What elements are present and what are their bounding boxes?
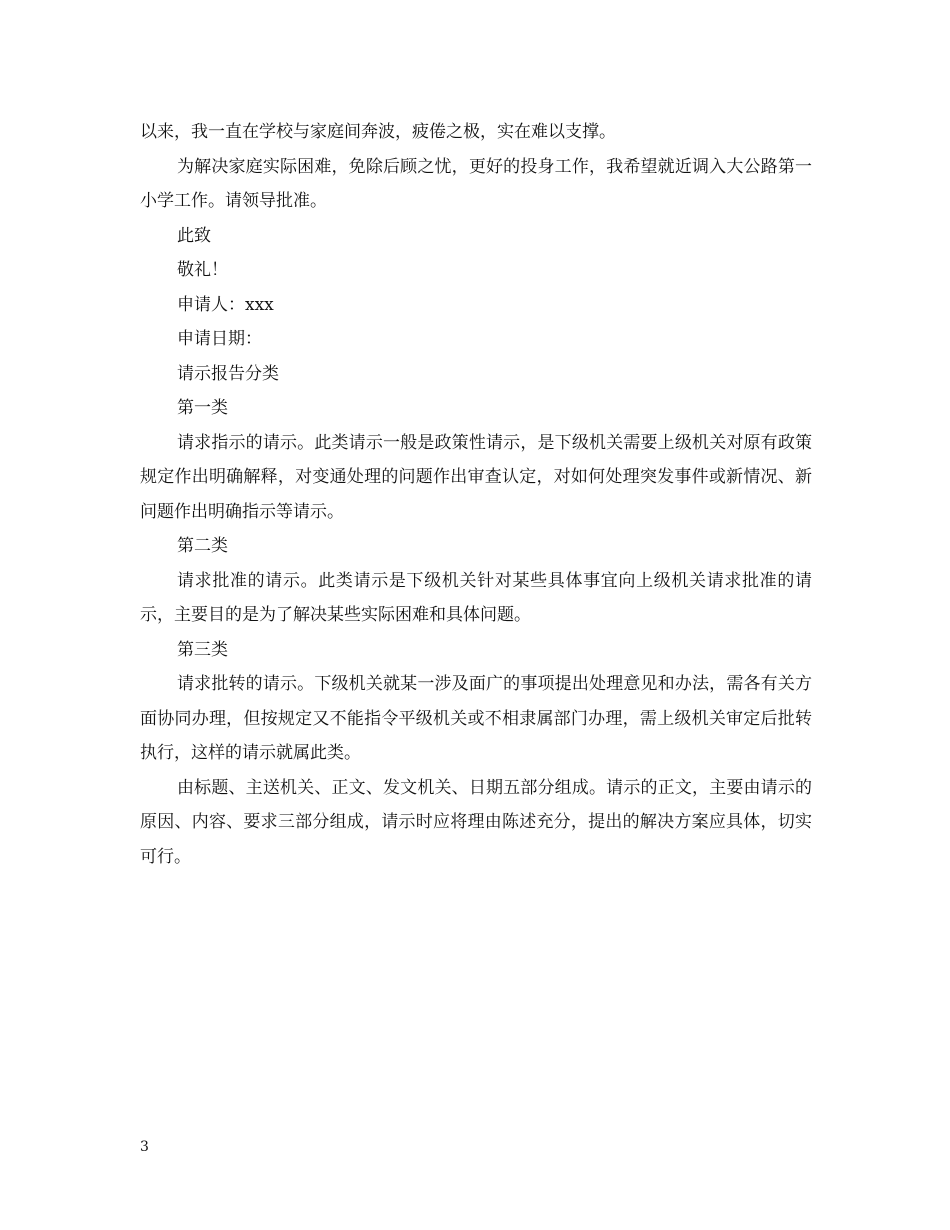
closing-regards: 敬礼！ (177, 260, 228, 280)
paragraph-continuation: 以来，我一直在学校与家庭间奔波，疲倦之极，实在难以支撑。 (140, 122, 616, 142)
paragraph-first-category: 请求指示的请示。此类请示一般是政策性请示，是下级机关需要上级机关对原有政策规定作出明确解释，对变通处理的问题作出审查认定，对如何处理突发事件或新情况、新问题作出明确指示等请示。 (140, 432, 812, 522)
category-heading-first: 第一类 (177, 398, 228, 418)
application-date-line: 申请日期： (177, 329, 262, 349)
document-body (140, 115, 812, 874)
applicant-line: 申请人：xxx (177, 294, 274, 315)
closing-salutation: 此致 (177, 225, 211, 246)
page-number: 3 (140, 1139, 149, 1155)
category-heading-second: 第二类 (177, 536, 228, 556)
paragraph-transfer-request: 为解决家庭实际困难，免除后顾之忧，更好的投身工作，我希望就近调入大公路第一小学工作。请领导批准。 (140, 156, 812, 211)
paragraph-third-category: 请求批转的请示。下级机关就某一涉及面广的事项提出处理意见和办法，需各有关方面协同办理，但按规定又不能指令平级机关或不相隶属部门办理，需上级机关审定后批转执行，这样的请示就属此类。 (140, 674, 812, 763)
category-heading-third: 第三类 (177, 639, 228, 660)
section-heading-classification: 请示报告分类 (177, 363, 279, 384)
paragraph-second-category: 请求批准的请示。此类请示是下级机关针对某些具体事宜向上级机关请求批准的请示，主要目的是为了解决某些实际困难和具体问题。 (140, 570, 812, 625)
paragraph-structure: 由标题、主送机关、正文、发文机关、日期五部分组成。请示的正文，主要由请示的原因、内容、要求三部分组成，请示时应将理由陈述充分，提出的解决方案应具体，切实可行。 (140, 777, 812, 867)
